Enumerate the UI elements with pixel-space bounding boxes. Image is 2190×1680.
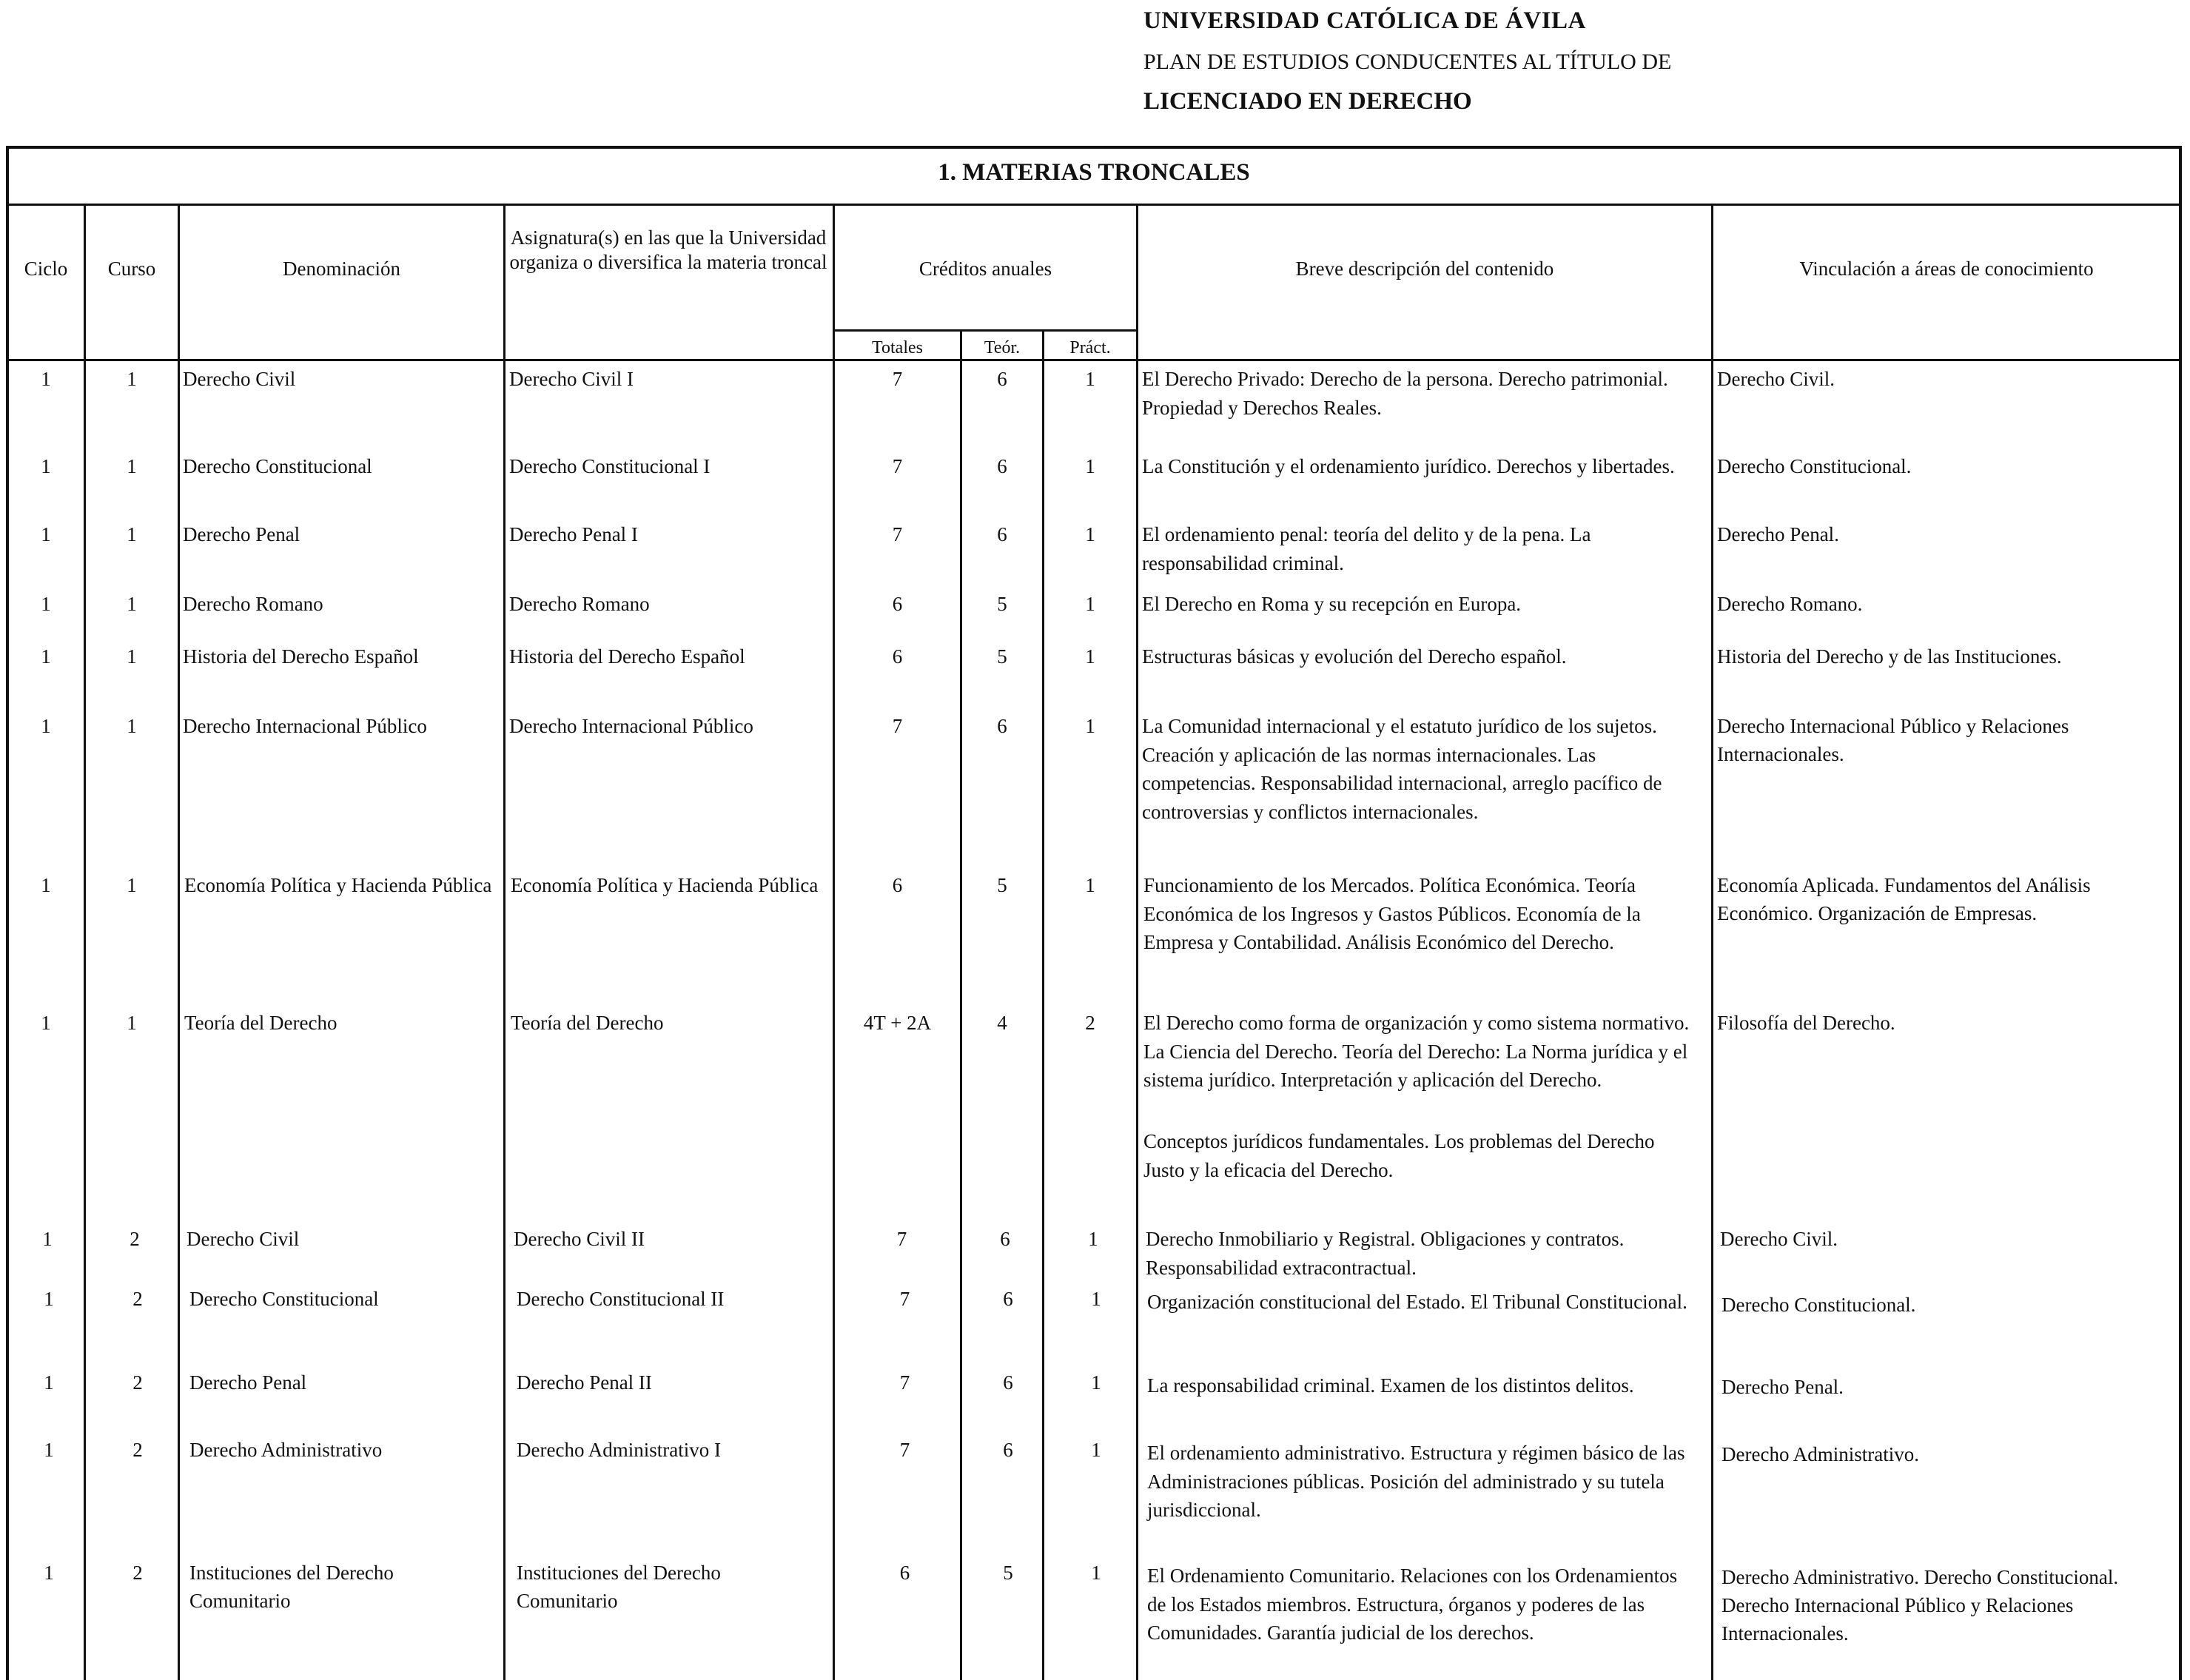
cell-teor: 4 — [997, 1012, 1007, 1034]
cell-vinculacion: Derecho Administrativo. Derecho Constitucional. Derecho Internacional Público y Relaciones Internacionales. — [1722, 1566, 2119, 1644]
cell-curso: 2 — [130, 1228, 140, 1250]
cell-denominacion: Historia del Derecho Español — [183, 645, 419, 668]
cell-vinculacion: Derecho Penal. — [1722, 1376, 1844, 1398]
cell-vinculacion: Economía Aplicada. Fundamentos del Análisis Económico. Organización de Empresas. — [1717, 874, 2091, 924]
cell-curso: 2 — [132, 1562, 143, 1584]
cell-asignatura: Historia del Derecho Español — [509, 645, 745, 668]
cell-descripcion: Derecho Inmobiliario y Registral. Obligaciones y contratos. Responsabilidad extracontractual. — [1146, 1228, 1625, 1279]
cell-asignatura: Derecho Constitucional II — [517, 1288, 725, 1310]
cell-descripcion: Estructuras básicas y evolución del Derecho español. — [1142, 645, 1567, 668]
cell-ciclo: 1 — [41, 368, 51, 390]
cell-denominacion: Derecho Civil — [187, 1228, 300, 1250]
cell-ciclo: 1 — [42, 1228, 53, 1250]
header-totales: Totales — [872, 338, 923, 357]
cell-totales: 7 — [892, 368, 903, 390]
cell-asignatura: Derecho Civil I — [509, 368, 634, 390]
cell-ciclo: 1 — [41, 1012, 51, 1034]
cell-totales: 6 — [899, 1562, 910, 1584]
cell-curso: 1 — [127, 645, 137, 668]
cell-curso: 1 — [127, 523, 137, 545]
cell-denominacion: Instituciones del Derecho Comunitario — [189, 1562, 394, 1612]
header-teor: Teór. — [984, 338, 1021, 357]
cell-descripcion: El Derecho Privado: Derecho de la persona. Derecho patrimonial. Propiedad y Derechos Reales. — [1142, 368, 1668, 419]
cell-descripcion: La responsabilidad criminal. Examen de los distintos delitos. — [1147, 1374, 1634, 1397]
cell-curso: 1 — [127, 715, 137, 737]
cell-ciclo: 1 — [41, 645, 51, 668]
cell-ciclo: 1 — [41, 715, 51, 737]
header-asignaturas: Asignatura(s) en las que la Universidad organiza o diversifica la materia troncal — [509, 226, 827, 273]
cell-vinculacion: Derecho Romano. — [1717, 593, 1863, 615]
cell-totales: 7 — [892, 715, 903, 737]
cell-descripcion: El ordenamiento administrativo. Estructura y régimen básico de las Administraciones públicas. Posición del administrado y su tutela jurisdiccional. — [1147, 1442, 1685, 1521]
header-descripcion: Breve descripción del contenido — [1295, 258, 1554, 280]
cell-asignatura: Derecho Internacional Público — [509, 715, 753, 737]
cell-pract: 1 — [1085, 368, 1095, 390]
cell-curso: 1 — [127, 368, 137, 390]
cell-descripcion: El ordenamiento penal: teoría del delito y de la pena. La responsabilidad criminal. — [1142, 523, 1591, 574]
cell-curso: 1 — [127, 593, 137, 615]
cell-teor: 6 — [997, 368, 1007, 390]
cell-ciclo: 1 — [41, 523, 51, 545]
cell-vinculacion: Derecho Constitucional. — [1722, 1294, 1916, 1316]
cell-denominacion: Derecho Romano — [183, 593, 323, 615]
cell-ciclo: 1 — [41, 874, 51, 896]
cell-pract: 1 — [1085, 593, 1095, 615]
cell-ciclo: 1 — [41, 455, 51, 477]
cell-pract: 1 — [1085, 645, 1095, 668]
plan-title: PLAN DE ESTUDIOS CONDUCENTES AL TÍTULO DE — [1143, 50, 1672, 74]
cell-asignatura: Derecho Penal II — [517, 1371, 652, 1394]
cell-denominacion: Derecho Administrativo — [189, 1439, 383, 1461]
cell-vinculacion: Derecho Civil. — [1717, 368, 1835, 390]
cell-ciclo: 1 — [44, 1562, 54, 1584]
header-ciclo: Ciclo — [24, 258, 68, 280]
cell-pract: 1 — [1085, 874, 1095, 896]
cell-pract: 1 — [1091, 1562, 1101, 1584]
cell-vinculacion: Derecho Internacional Público y Relaciones Internacionales. — [1717, 715, 2069, 765]
cell-curso: 2 — [132, 1288, 143, 1310]
cell-denominacion: Derecho Constitucional — [183, 455, 372, 477]
cell-asignatura: Derecho Penal I — [509, 523, 638, 545]
header-vinculacion: Vinculación a áreas de conocimiento — [1799, 258, 2094, 280]
cell-vinculacion: Filosofía del Derecho. — [1717, 1012, 1895, 1034]
cell-descripcion: La Constitución y el ordenamiento jurídico. Derechos y libertades. — [1142, 455, 1675, 477]
cell-pract: 1 — [1085, 455, 1095, 477]
cell-asignatura: Derecho Romano — [509, 593, 650, 615]
cell-teor: 5 — [997, 645, 1007, 668]
cell-totales: 6 — [892, 593, 903, 615]
cell-totales: 7 — [896, 1228, 907, 1250]
cell-totales: 6 — [892, 645, 903, 668]
cell-ciclo: 1 — [44, 1371, 54, 1394]
header-curso: Curso — [107, 258, 156, 280]
cell-asignatura: Economía Política y Hacienda Pública — [511, 874, 819, 896]
cell-pract: 1 — [1085, 715, 1095, 737]
cell-teor: 6 — [997, 523, 1007, 545]
cell-descripcion-continued: Conceptos jurídicos fundamentales. Los problemas del Derecho Justo y la eficacia del Derecho. — [1143, 1130, 1655, 1181]
cell-curso: 2 — [132, 1439, 143, 1461]
cell-vinculacion: Derecho Administrativo. — [1722, 1443, 1919, 1465]
col-divider-3 — [503, 205, 505, 1680]
cell-descripcion: El Derecho como forma de organización y como sistema normativo. La Ciencia del Derecho. Teoría del Derecho: La Norma jurídica y el sistema jurídico. Interpretación y aplicación del Derecho. — [1143, 1012, 1690, 1091]
cell-descripcion: Organización constitucional del Estado. El Tribunal Constitucional. — [1147, 1291, 1687, 1313]
cell-vinculacion: Derecho Constitucional. — [1717, 455, 1912, 477]
cell-asignatura: Instituciones del Derecho Comunitario — [517, 1562, 721, 1612]
cell-ciclo: 1 — [41, 593, 51, 615]
cell-denominacion: Derecho Constitucional — [189, 1288, 379, 1310]
cell-curso: 1 — [127, 874, 137, 896]
credits-subheader-divider — [833, 329, 1138, 332]
cell-pract: 1 — [1091, 1371, 1101, 1394]
cell-teor: 6 — [1000, 1228, 1010, 1250]
cell-teor: 5 — [997, 593, 1007, 615]
cell-curso: 1 — [127, 1012, 137, 1034]
cell-pract: 1 — [1091, 1288, 1101, 1310]
cell-totales: 7 — [899, 1371, 910, 1394]
header-denominacion: Denominación — [283, 258, 400, 280]
cell-teor: 5 — [1003, 1562, 1013, 1584]
cell-asignatura: Derecho Constitucional I — [509, 455, 711, 477]
col-divider-4 — [833, 205, 835, 1680]
cell-pract: 1 — [1091, 1439, 1101, 1461]
cell-totales: 7 — [892, 455, 903, 477]
cell-curso: 2 — [132, 1371, 143, 1394]
cell-denominacion: Derecho Penal — [183, 523, 300, 545]
cell-teor: 6 — [1003, 1371, 1013, 1394]
header-pract: Práct. — [1069, 338, 1111, 357]
cell-denominacion: Teoría del Derecho — [184, 1012, 337, 1034]
cell-teor: 6 — [1003, 1288, 1013, 1310]
cell-pract: 2 — [1085, 1012, 1095, 1034]
cell-teor: 6 — [997, 455, 1007, 477]
cell-curso: 1 — [127, 455, 137, 477]
cell-descripcion: El Ordenamiento Comunitario. Relaciones con los Ordenamientos de los Estados miembros. Estructura, órganos y poderes de las Comunidades. Garantía judicial de los derechos. — [1147, 1565, 1678, 1644]
cell-descripcion: La Comunidad internacional y el estatuto jurídico de los sujetos. Creación y aplicación de las normas internacionales. Las competencias. Responsabilidad internacional, arreglo pacífico de controversias y conflictos internacionales. — [1142, 715, 1662, 823]
col-divider-8 — [1711, 205, 1713, 1680]
title-divider — [6, 204, 2182, 206]
cell-vinculacion: Derecho Penal. — [1717, 523, 1839, 545]
cell-teor: 6 — [1003, 1439, 1013, 1461]
cell-asignatura: Derecho Civil II — [514, 1228, 645, 1250]
cell-totales: 7 — [892, 523, 903, 545]
cell-pract: 1 — [1088, 1228, 1098, 1250]
cell-descripcion: El Derecho en Roma y su recepción en Europa. — [1142, 593, 1522, 615]
section-title: 1. MATERIAS TRONCALES — [938, 159, 1250, 186]
document-header — [1143, 7, 1671, 115]
cell-totales: 7 — [899, 1439, 910, 1461]
cell-ciclo: 1 — [44, 1439, 54, 1461]
cell-denominacion: Economía Política y Hacienda Pública — [184, 874, 492, 896]
cell-teor: 5 — [997, 874, 1007, 896]
cell-teor: 6 — [997, 715, 1007, 737]
cell-totales: 4T + 2A — [863, 1012, 932, 1034]
cell-asignatura: Teoría del Derecho — [511, 1012, 664, 1034]
cell-pract: 1 — [1085, 523, 1095, 545]
cell-totales: 7 — [899, 1288, 910, 1310]
cell-vinculacion: Historia del Derecho y de las Instituciones. — [1717, 645, 2062, 668]
cell-denominacion: Derecho Civil — [183, 368, 296, 390]
cell-descripcion: Funcionamiento de los Mercados. Política Económica. Teoría Económica de los Ingresos y Gastos Públicos. Economía de la Empresa y Contabilidad. Análisis Económico del Derecho. — [1143, 874, 1641, 953]
header-creditos: Créditos anuales — [918, 258, 1052, 280]
degree-title: LICENCIADO EN DERECHO — [1143, 88, 1472, 115]
cell-ciclo: 1 — [44, 1288, 54, 1310]
cell-totales: 6 — [892, 874, 903, 896]
cell-denominacion: Derecho Penal — [189, 1371, 307, 1394]
cell-vinculacion: Derecho Civil. — [1720, 1228, 1838, 1250]
university-name: UNIVERSIDAD CATÓLICA DE ÁVILA — [1143, 7, 1586, 34]
cell-asignatura: Derecho Administrativo I — [517, 1439, 721, 1461]
cell-denominacion: Derecho Internacional Público — [183, 715, 427, 737]
